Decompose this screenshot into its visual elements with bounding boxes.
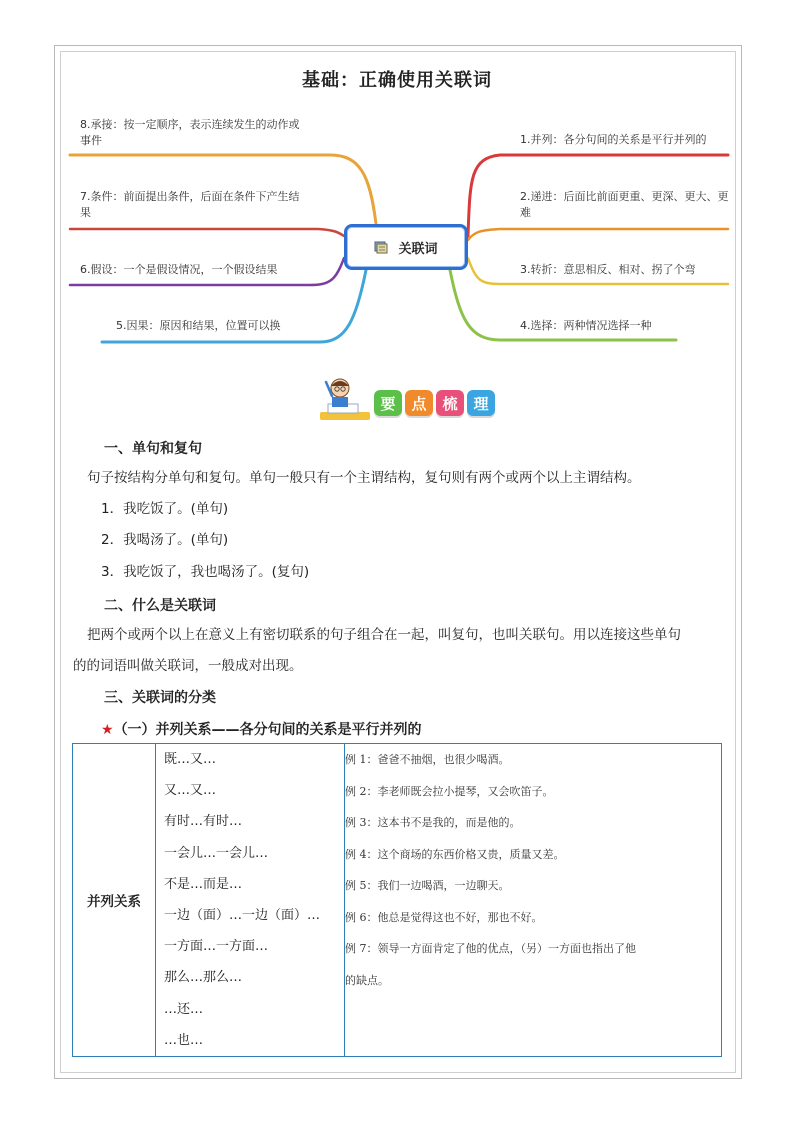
- section-3-subheading: [101, 719, 422, 739]
- example-line: 例 3：这本书不是我的，而是他的。: [345, 816, 521, 829]
- example-line: 例 2：李老师既会拉小提琴，又会吹笛子。: [345, 784, 554, 798]
- section-1-item-1: 1．我吃饭了。(单句): [101, 501, 229, 517]
- branch-7-label: 7.条件：前面提出条件，后面在条件下产生结果: [80, 190, 300, 219]
- conjunction-pair: 不是…而是…: [164, 876, 243, 892]
- branch-1-label: 1.并列：各分句间的关系是平行并列的: [520, 133, 707, 146]
- conjunction-pair: 一方面…一方面…: [164, 939, 269, 955]
- example-line: 例 6：他总是觉得这也不好，那也不好。: [345, 910, 543, 924]
- section-1-item-3: 3．我吃饭了，我也喝汤了。(复句): [101, 564, 310, 580]
- section-3-subheading-text: （一）并列关系——各分句间的关系是平行并列的: [113, 722, 422, 738]
- branch-2-label: 2.递进：后面比前面更重、更深、更大、更难: [520, 190, 729, 219]
- conjunction-pair: 又…又…: [164, 783, 217, 799]
- section-2-para-line-2: 的的词语叫做关联词，一般成对出现。: [73, 658, 303, 674]
- conjunction-pair: 有时…有时…: [164, 814, 243, 830]
- conjunction-pair: …也…: [164, 1032, 204, 1048]
- conjunction-table: [72, 743, 722, 1057]
- examples-cell: [345, 744, 722, 1057]
- conjunction-pair: 一边（面）…一边（面）…: [164, 907, 321, 923]
- branch-5-label: 5.因果：原因和结果，位置可以换: [116, 319, 281, 332]
- badge-char-2: 点: [405, 390, 433, 416]
- example-line: 例 1：爸爸不抽烟，也很少喝酒。: [345, 753, 510, 766]
- student-reading-icon: [318, 374, 374, 424]
- category-cell: 并列关系: [73, 744, 156, 1057]
- conjunction-pair: 既…又…: [164, 752, 217, 767]
- example-line: 的缺点。: [345, 973, 389, 987]
- mindmap-center-label: 关联词: [398, 241, 438, 257]
- words-cell: [156, 744, 345, 1057]
- branch-7-curve: [70, 229, 344, 236]
- page-title: 基础：正确使用关联词: [302, 70, 492, 91]
- branch-6-label: 6.假设：一个是假设情况，一个假设结果: [80, 263, 278, 276]
- badge-char-4: 理: [467, 390, 495, 416]
- branch-8-label: 8.承接：按一定顺序，表示连续发生的动作或事件: [80, 118, 300, 147]
- branch-3-label: 3.转折：意思相反、相对、拐了个弯: [520, 263, 696, 276]
- conjunction-pair: 一会儿…一会儿…: [164, 845, 269, 861]
- badge-char-3: 梳: [436, 390, 464, 416]
- branch-2-curve: [468, 229, 728, 240]
- branch-4-label: 4.选择：两种情况选择一种: [520, 319, 652, 332]
- book-icon: [374, 240, 390, 254]
- section-3-heading: 三、关联词的分类: [104, 690, 216, 706]
- section-1-item-2: 2．我喝汤了。(单句): [101, 532, 229, 548]
- mindmap-center-node: [344, 224, 468, 270]
- example-line: 例 5：我们一边喝酒，一边聊天。: [345, 879, 510, 892]
- section-2-heading: 二、什么是关联词: [104, 598, 216, 614]
- conjunction-pair: 那么…那么…: [164, 970, 243, 986]
- star-icon: ★: [101, 722, 114, 738]
- conjunction-pair: …还…: [164, 1001, 204, 1017]
- section-1-intro: 句子按结构分单句和复句。单句一般只有一个主谓结构，复句则有两个或两个以上主谓结构。: [87, 470, 641, 486]
- badge-char-1: 要: [374, 390, 402, 416]
- example-line: 例 7：领导一方面肯定了他的优点，（另）一方面也指出了他: [345, 942, 636, 955]
- key-points-badge: [318, 374, 498, 424]
- example-line: 例 4：这个商场的东西价格又贵，质量又差。: [345, 847, 565, 861]
- section-1-heading: 一、单句和复句: [104, 441, 202, 457]
- section-2-para-line-1: 把两个或两个以上在意义上有密切联系的句子组合在一起，叫复句，也叫关联句。用以连接这些单句: [87, 627, 681, 643]
